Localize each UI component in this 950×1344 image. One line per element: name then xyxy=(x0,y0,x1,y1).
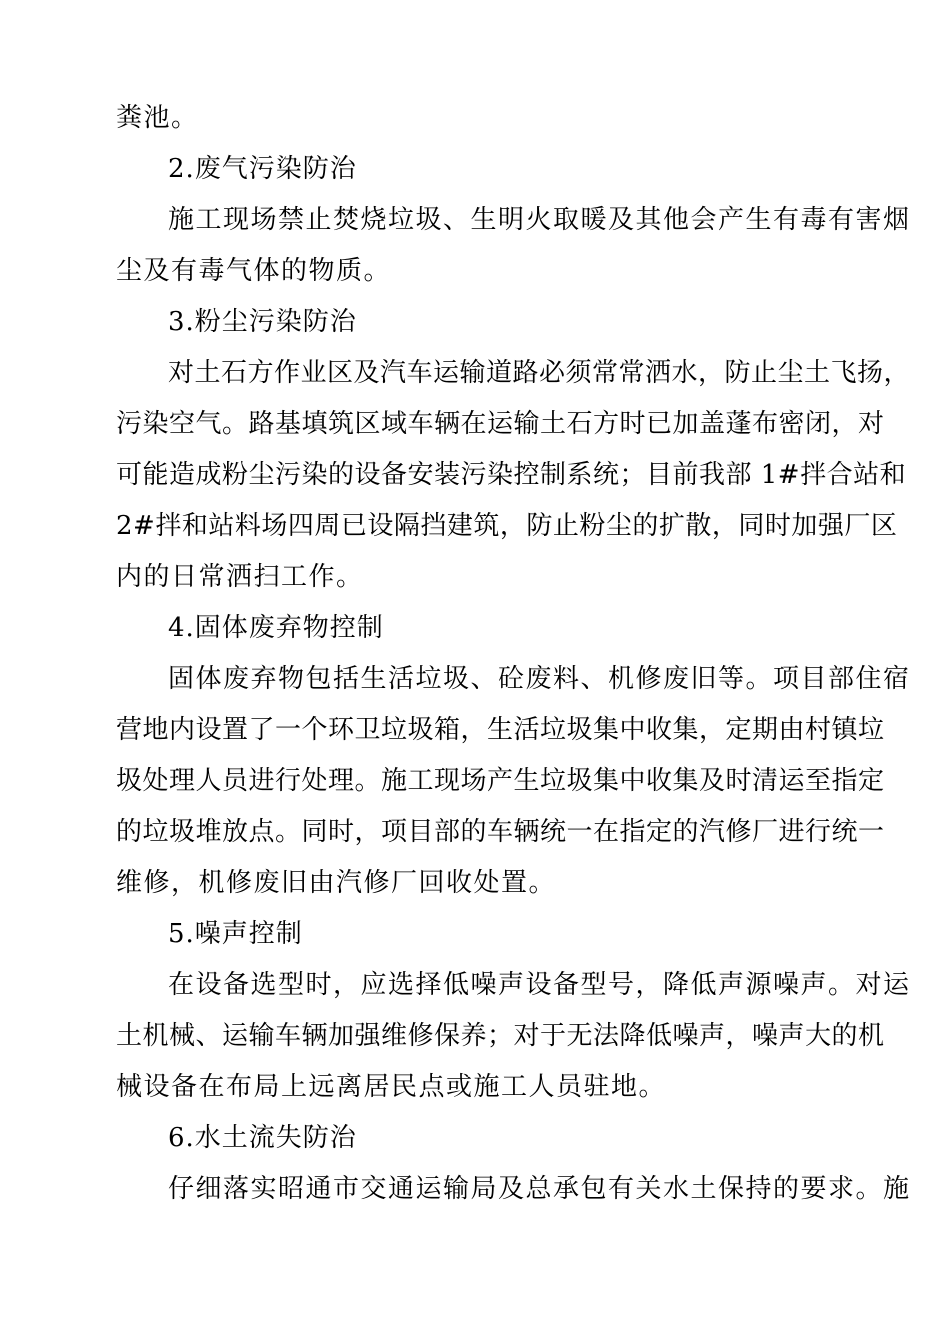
paragraph-line: 施工现场禁止焚烧垃圾、生明火取暖及其他会产生有毒有害烟 xyxy=(168,205,911,235)
section-heading-waste-gas: 2.废气污染防治 xyxy=(168,154,357,184)
paragraph-line: 固体废弃物包括生活垃圾、砼废料、机修废旧等。项目部住宿 xyxy=(168,664,911,694)
paragraph-line: 在设备选型时，应选择低噪声设备型号，降低声源噪声。对运 xyxy=(168,970,911,1000)
paragraph-line: 营地内设置了一个环卫垃圾箱，生活垃圾集中收集，定期由村镇垃 xyxy=(116,715,885,745)
document-body xyxy=(116,93,911,1215)
paragraph-line: 可能造成粉尘污染的设备安装污染控制系统；目前我部 1#拌合站和 xyxy=(116,460,907,490)
section-heading-solid-waste: 4.固体废弃物控制 xyxy=(168,613,384,643)
paragraph-line: 圾处理人员进行处理。施工现场产生垃圾集中收集及时清运至指定 xyxy=(116,766,885,796)
paragraph-line: 的垃圾堆放点。同时，项目部的车辆统一在指定的汽修厂进行统一 xyxy=(116,817,885,847)
paragraph-line: 械设备在布局上远离居民点或施工人员驻地。 xyxy=(116,1072,667,1102)
section-heading-soil-erosion: 6.水土流失防治 xyxy=(168,1123,357,1153)
paragraph-line: 维修，机修废旧由汽修厂回收处置。 xyxy=(116,868,557,898)
paragraph-line: 仔细落实昭通市交通运输局及总承包有关水土保持的要求。施 xyxy=(168,1174,911,1204)
paragraph-line: 尘及有毒气体的物质。 xyxy=(116,256,392,286)
paragraph-line: 土机械、运输车辆加强维修保养；对于无法降低噪声，噪声大的机 xyxy=(116,1021,885,1051)
paragraph-line: 污染空气。路基填筑区域车辆在运输土石方时已加盖蓬布密闭，对 xyxy=(116,409,885,439)
section-heading-dust: 3.粉尘污染防治 xyxy=(168,307,357,337)
paragraph-line: 对土石方作业区及汽车运输道路必须常常洒水，防止尘土飞扬， xyxy=(168,358,911,388)
section-heading-noise: 5.噪声控制 xyxy=(168,919,303,949)
paragraph-line: 内的日常洒扫工作。 xyxy=(116,562,364,592)
paragraph-line: 2#拌和站料场四周已设隔挡建筑，防止粉尘的扩散，同时加强厂区 xyxy=(116,511,898,541)
paragraph-line: 粪池。 xyxy=(116,103,199,133)
